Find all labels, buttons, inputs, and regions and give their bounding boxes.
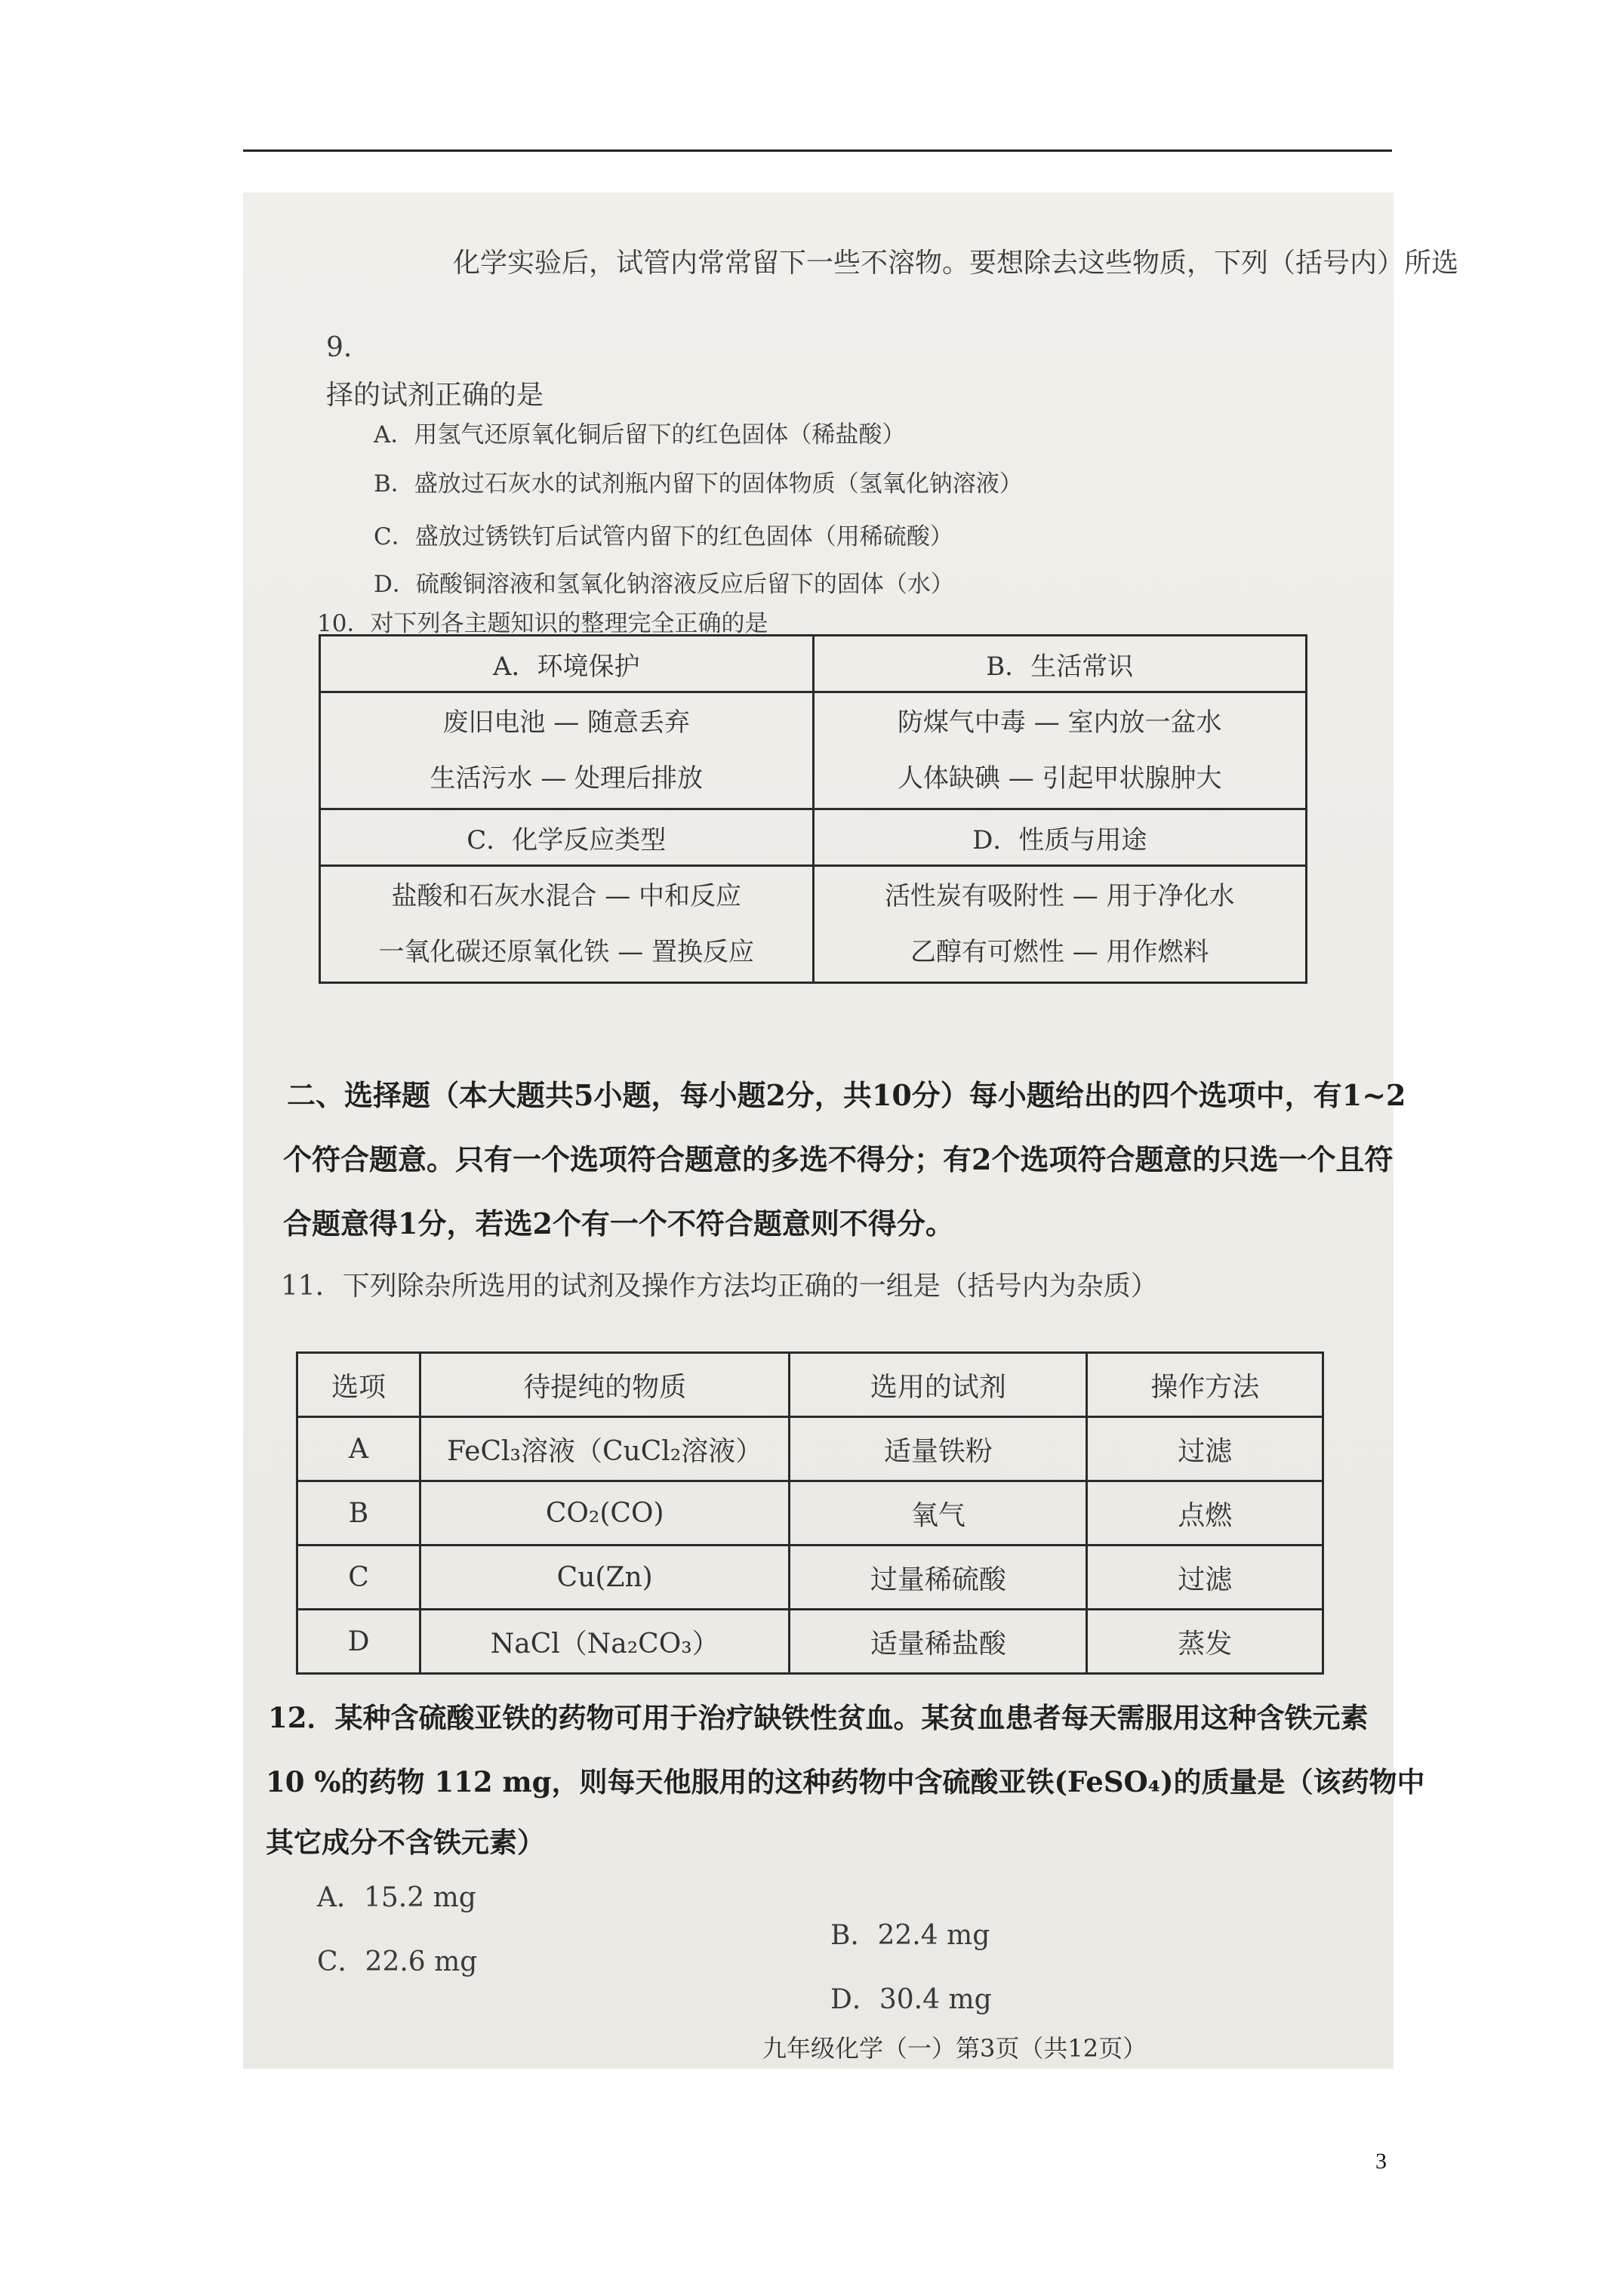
table-row bbox=[297, 1481, 1323, 1546]
q11-row-c-substance: Cu(Zn) bbox=[420, 1546, 790, 1610]
table-row bbox=[297, 1546, 1323, 1610]
q9-option-d: D．硫酸铜溶液和氢氧化钠溶液反应后留下的固体（水） bbox=[374, 571, 954, 598]
q11-row-c-method: 过滤 bbox=[1087, 1546, 1323, 1610]
q11-row-b-option: B bbox=[297, 1481, 420, 1546]
q9-stem-line1: 化学实验后，试管内常常留下一些不溶物。要想除去这些物质，下列（括号内）所选 bbox=[453, 248, 1459, 279]
q10-head-d: D．性质与用途 bbox=[813, 809, 1307, 866]
q12-option-b: B．22.4 mg bbox=[830, 1920, 990, 1951]
q10-table bbox=[319, 634, 1307, 984]
q12-line2: 10 %的药物 112 mg，则每天他服用的这种药物中含硫酸亚铁(FeSO₄)的质量是（该药物中 bbox=[266, 1765, 1425, 1798]
q10-c-line2: 一氧化碳还原氧化铁 — 置换反应 bbox=[378, 937, 755, 967]
q9-option-c: C．盛放过锈铁钉后试管内留下的红色固体（用稀硫酸） bbox=[374, 523, 953, 550]
q10-a-line2: 生活污水 — 处理后排放 bbox=[430, 763, 704, 794]
q11-row-b-reagent: 氧气 bbox=[790, 1481, 1087, 1546]
q11-row-d-reagent: 适量稀盐酸 bbox=[790, 1610, 1087, 1674]
q11-header-substance: 待提纯的物质 bbox=[420, 1353, 790, 1417]
q11-row-a-substance: FeCl₃溶液（CuCl₂溶液） bbox=[420, 1417, 790, 1481]
q11-row-a-option: A bbox=[297, 1417, 420, 1481]
q12-option-c: C．22.6 mg bbox=[317, 1946, 478, 1977]
q11-row-c-option: C bbox=[297, 1546, 420, 1610]
page-footer: 九年级化学（一）第3页（共12页） bbox=[762, 2034, 1147, 2063]
q12-line1: 12．某种含硫酸亚铁的药物可用于治疗缺铁性贫血。某贫血患者每天需服用这种含铁元素 bbox=[268, 1701, 1369, 1734]
section2-line2: 个符合题意。只有一个选项符合题意的多选不得分；有2个选项符合题意的只选一个且符 bbox=[283, 1142, 1394, 1176]
q11-row-d-method: 蒸发 bbox=[1087, 1610, 1323, 1674]
q11-header-row bbox=[297, 1353, 1323, 1417]
q10-cell-d bbox=[813, 866, 1307, 983]
q11-header-reagent: 选用的试剂 bbox=[790, 1353, 1087, 1417]
section2-line3: 合题意得1分，若选2个有一个不符合题意则不得分。 bbox=[283, 1207, 954, 1240]
q12-option-d: D．30.4 mg bbox=[830, 1984, 992, 2015]
q11-header-option: 选项 bbox=[297, 1353, 420, 1417]
q11-row-b-method: 点燃 bbox=[1087, 1481, 1323, 1546]
q10-b-line2: 人体缺碘 — 引起甲状腺肿大 bbox=[897, 763, 1222, 794]
q11-row-a-method: 过滤 bbox=[1087, 1417, 1323, 1481]
q9-option-a: A．用氢气还原氧化铜后留下的红色固体（稀盐酸） bbox=[374, 421, 906, 448]
q9-number: 9. bbox=[326, 332, 353, 363]
q12-option-a: A．15.2 mg bbox=[317, 1882, 476, 1913]
q10-cell-c bbox=[320, 866, 814, 983]
q11-row-b-substance: CO₂(CO) bbox=[420, 1481, 790, 1546]
q10-b-line1: 防煤气中毒 — 室内放一盆水 bbox=[897, 707, 1222, 738]
q11-row-a-reagent: 适量铁粉 bbox=[790, 1417, 1087, 1481]
q11-table bbox=[296, 1351, 1324, 1675]
q10-c-line1: 盐酸和石灰水混合 — 中和反应 bbox=[391, 881, 742, 911]
q10-d-line1: 活性炭有吸附性 — 用于净化水 bbox=[884, 881, 1235, 911]
q11-header-method: 操作方法 bbox=[1087, 1353, 1323, 1417]
table-row bbox=[297, 1417, 1323, 1481]
q10-head-c: C．化学反应类型 bbox=[320, 809, 814, 866]
q10-head-a: A．环境保护 bbox=[320, 636, 814, 692]
q9-option-b: B．盛放过石灰水的试剂瓶内留下的固体物质（氢氧化钠溶液） bbox=[374, 470, 1023, 498]
q10-stem: 10．对下列各主题知识的整理完全正确的是 bbox=[317, 610, 768, 637]
q12-line3: 其它成分不含铁元素） bbox=[266, 1826, 545, 1859]
q10-d-line2: 乙醇有可燃性 — 用作燃料 bbox=[910, 937, 1209, 967]
section2-line1: 二、选择题（本大题共5小题，每小题2分，共10分）每小题给出的四个选项中，有1~2 bbox=[287, 1078, 1406, 1112]
q10-cell-a bbox=[320, 692, 814, 809]
table-row bbox=[297, 1610, 1323, 1674]
q11-stem: 11．下列除杂所选用的试剂及操作方法均正确的一组是（括号内为杂质） bbox=[281, 1271, 1158, 1302]
page-number: 3 bbox=[1375, 2149, 1387, 2174]
q11-row-d-option: D bbox=[297, 1610, 420, 1674]
q10-cell-b bbox=[813, 692, 1307, 809]
q9-stem-line2: 择的试剂正确的是 bbox=[326, 380, 544, 411]
header-rule bbox=[243, 149, 1392, 152]
q11-row-c-reagent: 过量稀硫酸 bbox=[790, 1546, 1087, 1610]
q10-head-b: B．生活常识 bbox=[813, 636, 1307, 692]
q11-row-d-substance: NaCl（Na₂CO₃） bbox=[420, 1610, 790, 1674]
q10-a-line1: 废旧电池 — 随意丢弃 bbox=[442, 707, 691, 738]
